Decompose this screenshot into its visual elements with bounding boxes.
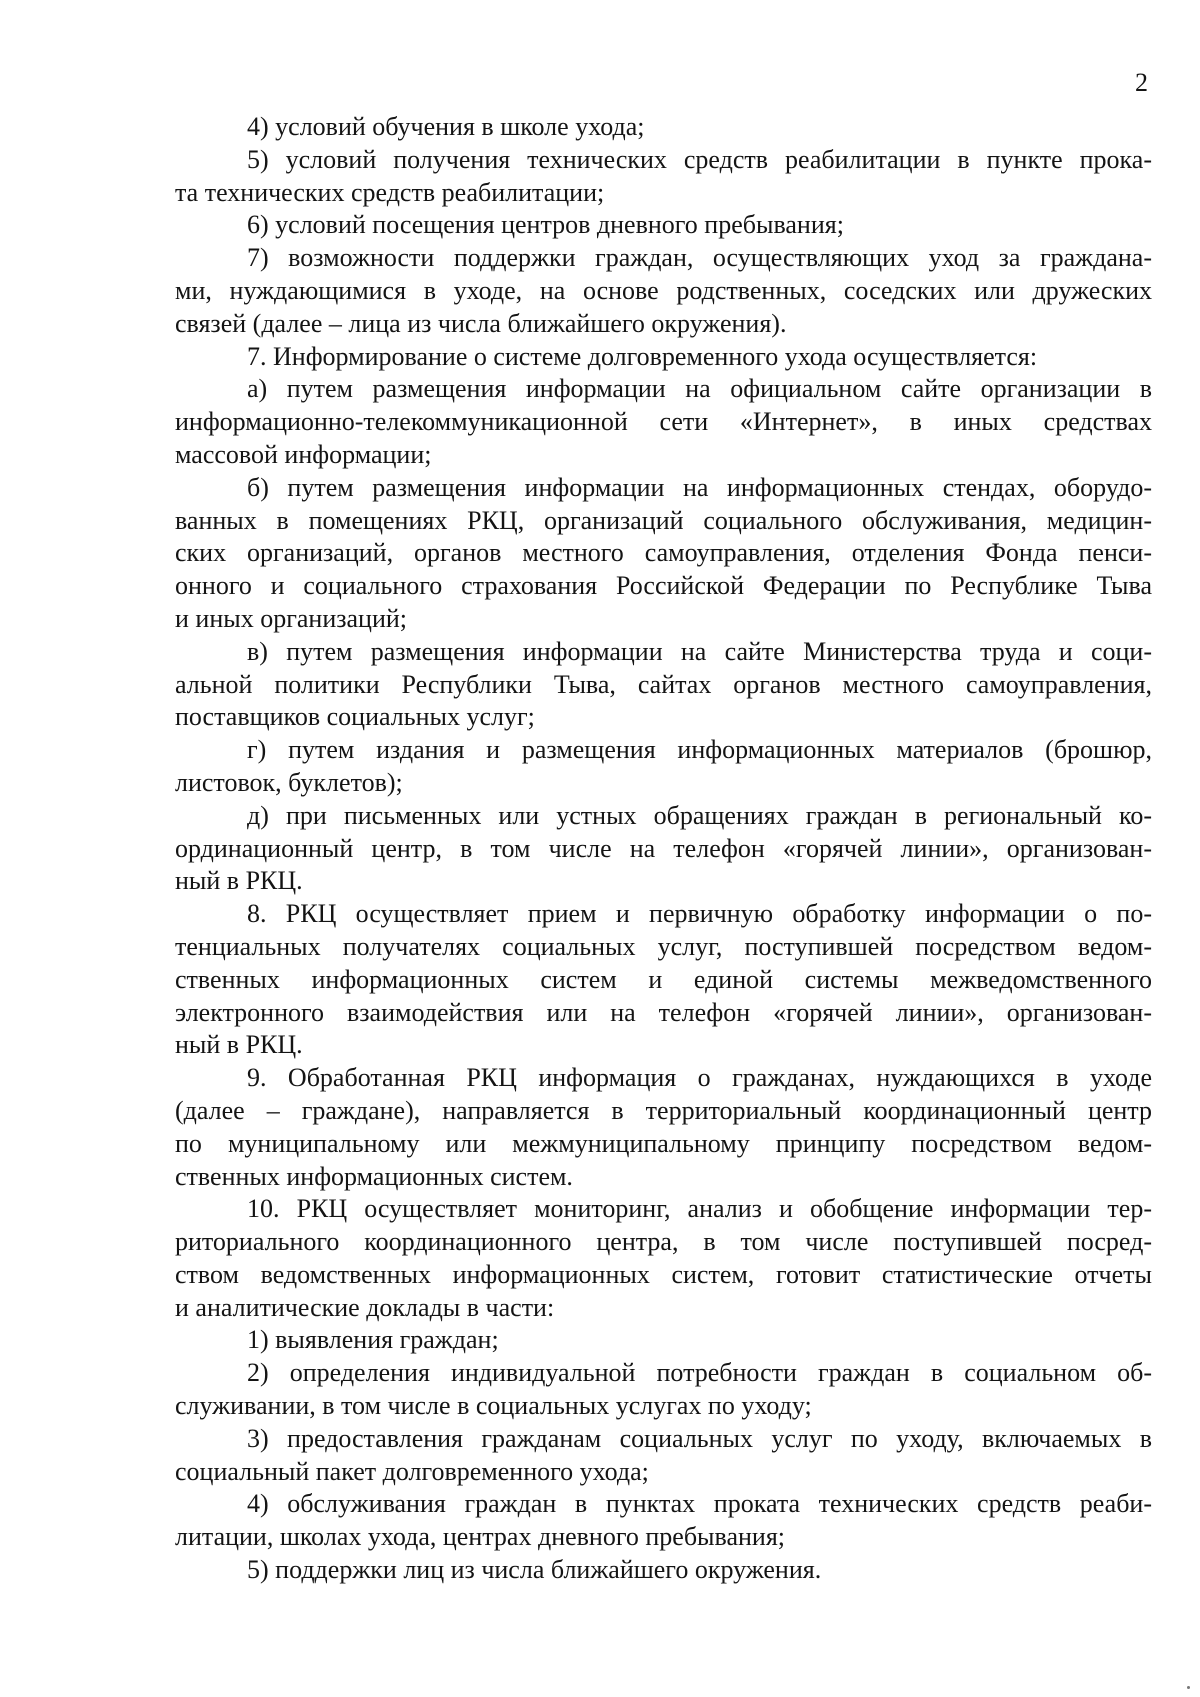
text-line: поставщиков социальных услуг;: [175, 702, 535, 732]
text-line: в) путем размещения информации на сайте Министерства труда и соци-: [247, 636, 1152, 666]
text-line: листовок, буклетов);: [175, 767, 403, 797]
text-line: служивании, в том числе в социальных услугах по уходу;: [175, 1391, 812, 1421]
paragraph: [175, 1488, 1152, 1554]
paragraph: [175, 373, 1152, 471]
paragraph: [175, 242, 1152, 340]
text-line: по муниципальному или межмуниципальному принципу посредством ведом-: [175, 1128, 1152, 1158]
text-line: и аналитические доклады в части:: [175, 1292, 555, 1322]
text-line: а) путем размещения информации на официальном сайте организации в: [247, 374, 1152, 404]
text-line: и иных организаций;: [175, 603, 408, 633]
paragraph: [175, 734, 1152, 800]
paragraph: [175, 1357, 1152, 1423]
document-body: [175, 111, 1152, 1587]
text-line: альной политики Республики Тыва, сайтах органов местного самоуправления,: [175, 669, 1152, 699]
text-line: 2) определения индивидуальной потребности граждан в социальном об-: [247, 1358, 1152, 1388]
text-line: риториального координационного центра, в том числе поступившей посред-: [175, 1227, 1152, 1257]
paragraph: [175, 144, 1152, 210]
paragraph: [175, 800, 1152, 898]
text-line: ванных в помещениях РКЦ, организаций социального обслуживания, медицин-: [175, 505, 1152, 535]
paragraph: [175, 341, 1152, 374]
paragraph: [175, 209, 1152, 242]
text-line: 7) возможности поддержки граждан, осуществляющих уход за граждана-: [247, 243, 1152, 273]
text-line: литации, школах ухода, центрах дневного пребывания;: [175, 1522, 785, 1552]
text-line: 5) условий получения технических средств реабилитации в пункте прока-: [247, 144, 1152, 174]
text-line: онного и социального страхования Российской Федерации по Республике Тыва: [175, 571, 1152, 601]
text-line: 7. Информирование о системе долговременного ухода осуществляется:: [247, 341, 1038, 371]
text-line: электронного взаимодействия или на телефон «горячей линии», организован-: [175, 997, 1152, 1027]
text-line: связей (далее – лица из числа ближайшего окружения).: [175, 308, 787, 338]
text-line: (далее – граждане), направляется в территориальный координационный центр: [175, 1095, 1152, 1125]
text-line: 4) условий обучения в школе ухода;: [247, 112, 645, 141]
text-line: 9. Обработанная РКЦ информация о гражданах, нуждающихся в уходе: [247, 1063, 1152, 1093]
text-line: ный в РКЦ.: [175, 1030, 303, 1060]
text-line: ми, нуждающимися в уходе, на основе родственных, соседских или дружеских: [175, 275, 1152, 305]
text-line: информационно-телекоммуникационной сети «Интернет», в иных средствах: [175, 407, 1152, 437]
text-line: 1) выявления граждан;: [247, 1325, 499, 1355]
paragraph: [175, 111, 1152, 144]
text-line: тенциальных получателях социальных услуг, поступившей посредством ведом-: [175, 931, 1152, 961]
text-line: 8. РКЦ осуществляет прием и первичную обработку информации о по-: [247, 899, 1152, 929]
paragraph: [175, 636, 1152, 734]
text-line: 6) условий посещения центров дневного пребывания;: [247, 210, 844, 240]
text-line: социальный пакет долговременного ухода;: [175, 1456, 649, 1486]
text-line: г) путем издания и размещения информационных материалов (брошюр,: [247, 735, 1152, 765]
paragraph: [175, 1062, 1152, 1193]
text-line: ством ведомственных информационных систем, готовит статистические отчеты: [175, 1259, 1152, 1289]
text-line: ских организаций, органов местного самоуправления, отделения Фонда пенси-: [175, 538, 1152, 568]
text-line: ный в РКЦ.: [175, 866, 303, 896]
paragraph: [175, 1423, 1152, 1489]
text-line: ординационный центр, в том числе на телефон «горячей линии», организован-: [175, 833, 1152, 863]
paragraph: [175, 1193, 1152, 1324]
text-line: та технических средств реабилитации;: [175, 177, 605, 207]
text-line: 10. РКЦ осуществляет мониторинг, анализ и обобщение информации тер-: [247, 1194, 1152, 1224]
paragraph: [175, 472, 1152, 636]
text-line: 5) поддержки лиц из числа ближайшего окружения.: [247, 1555, 822, 1585]
text-line: 3) предоставления гражданам социальных услуг по уходу, включаемых в: [247, 1423, 1152, 1453]
paragraph: [175, 1554, 1152, 1587]
text-line: ственных информационных систем и единой системы межведомственного: [175, 964, 1152, 994]
paragraph: [175, 1324, 1152, 1357]
text-line: 4) обслуживания граждан в пунктах проката технических средств реаби-: [247, 1489, 1152, 1519]
page-number: 2: [1135, 68, 1148, 97]
text-line: ственных информационных систем.: [175, 1161, 573, 1191]
text-line: б) путем размещения информации на информационных стендах, оборудо-: [247, 472, 1152, 502]
text-line: д) при письменных или устных обращениях граждан в региональный ко-: [247, 800, 1152, 830]
scan-speck: [1187, 1686, 1190, 1689]
text-line: массовой информации;: [175, 439, 432, 469]
paragraph: [175, 898, 1152, 1062]
